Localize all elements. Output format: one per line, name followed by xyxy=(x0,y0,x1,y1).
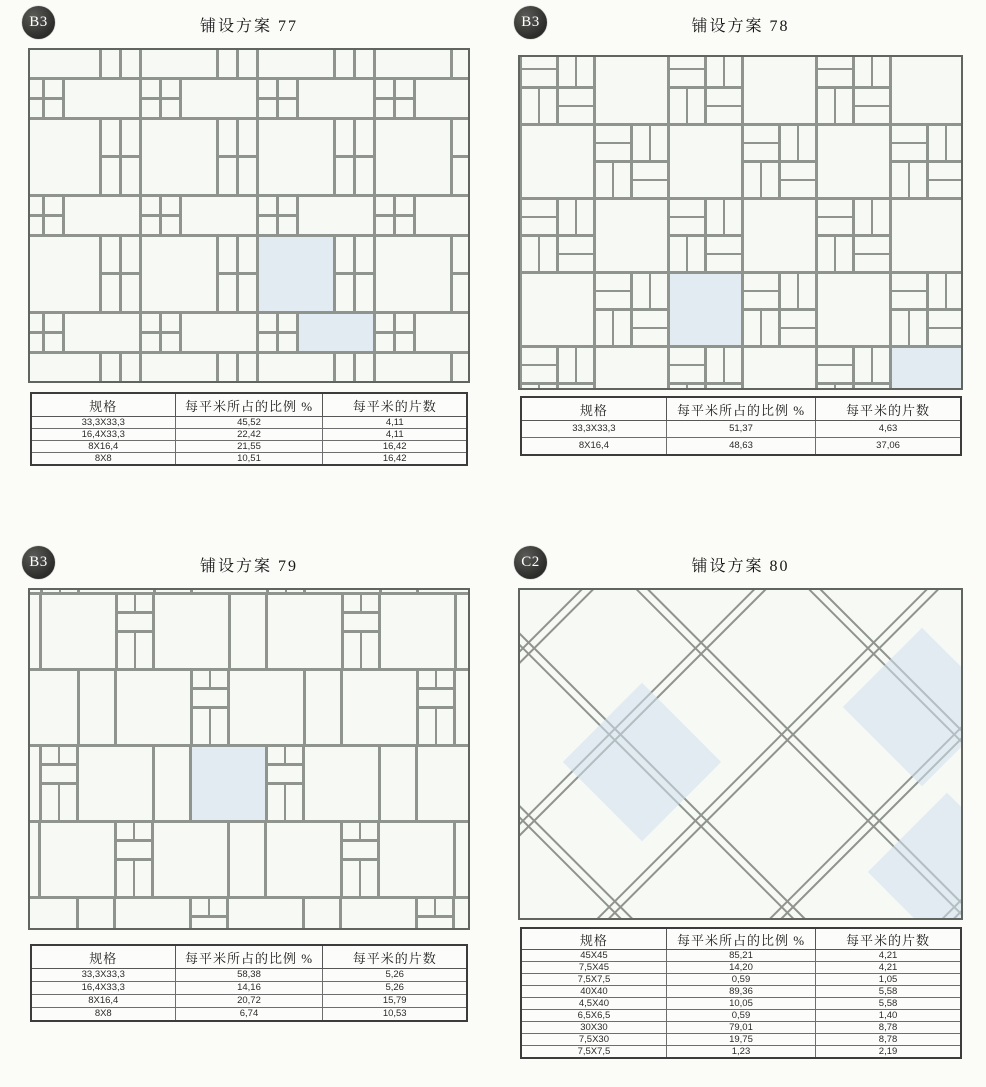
highlighted-tile xyxy=(192,747,265,820)
spec-row xyxy=(31,1008,467,1022)
spec-cell: 16,42 xyxy=(323,453,467,466)
tile-pattern-diagram-77 xyxy=(28,48,470,383)
spec-row xyxy=(31,417,467,429)
spec-cell: 40X40 xyxy=(521,986,666,998)
spec-row xyxy=(521,438,961,456)
spec-row xyxy=(521,1010,961,1022)
panel-scheme-78 xyxy=(490,0,986,540)
spec-cell: 6,74 xyxy=(175,1008,323,1022)
column-header: 每平米所占的比例 % xyxy=(666,928,815,950)
spec-cell: 51,37 xyxy=(666,421,815,438)
spec-row xyxy=(521,962,961,974)
spec-cell: 19,75 xyxy=(666,1034,815,1046)
spec-cell: 2,19 xyxy=(816,1046,961,1059)
spec-table-78 xyxy=(520,396,962,456)
spec-row xyxy=(521,1046,961,1059)
column-header: 规格 xyxy=(31,945,175,969)
spec-row xyxy=(521,986,961,998)
panel-scheme-79 xyxy=(0,540,493,1087)
column-header: 每平米的片数 xyxy=(816,397,961,421)
spec-row xyxy=(521,974,961,986)
tile-pattern-diagram-79 xyxy=(28,588,470,930)
highlighted-tile xyxy=(670,274,741,345)
header-row xyxy=(521,928,961,950)
spec-row xyxy=(31,441,467,453)
spec-cell: 7,5X45 xyxy=(521,962,666,974)
spec-cell: 4,21 xyxy=(816,962,961,974)
spec-row xyxy=(31,982,467,995)
category-badge: B3 xyxy=(22,546,55,579)
spec-cell: 33,3X33,3 xyxy=(31,417,175,429)
spec-cell: 14,16 xyxy=(175,982,323,995)
column-header: 每平米的片数 xyxy=(323,945,467,969)
spec-cell: 16,4X33,3 xyxy=(31,982,175,995)
spec-cell: 5,26 xyxy=(323,982,467,995)
spec-cell: 22,42 xyxy=(175,429,323,441)
spec-cell: 7,5X7,5 xyxy=(521,974,666,986)
spec-row xyxy=(31,995,467,1008)
spec-row xyxy=(31,429,467,441)
spec-cell: 8X16,4 xyxy=(31,441,175,453)
spec-row xyxy=(521,421,961,438)
spec-cell: 1,23 xyxy=(666,1046,815,1059)
spec-cell: 10,53 xyxy=(323,1008,467,1022)
spec-cell: 16,42 xyxy=(323,441,467,453)
panel-title: 铺设方案 77 xyxy=(199,18,298,35)
spec-cell: 79,01 xyxy=(666,1022,815,1034)
tile-pattern-svg xyxy=(30,590,468,928)
spec-cell: 48,63 xyxy=(666,438,815,456)
tile-pattern-svg xyxy=(520,57,961,388)
column-header: 规格 xyxy=(521,928,666,950)
spec-cell: 8,78 xyxy=(816,1034,961,1046)
spec-cell: 37,06 xyxy=(816,438,961,456)
spec-cell: 30X30 xyxy=(521,1022,666,1034)
spec-cell: 1,40 xyxy=(816,1010,961,1022)
spec-cell: 85,21 xyxy=(666,950,815,962)
spec-cell: 4,5X40 xyxy=(521,998,666,1010)
tile-pattern-diagram-78 xyxy=(518,55,963,390)
panel-title: 铺设方案 80 xyxy=(691,558,790,575)
spec-cell: 8X8 xyxy=(31,1008,175,1022)
category-badge: B3 xyxy=(22,6,55,39)
spec-cell: 16,4X33,3 xyxy=(31,429,175,441)
spec-cell: 5,58 xyxy=(816,998,961,1010)
column-header: 每平米的片数 xyxy=(816,928,961,950)
spec-cell: 45,52 xyxy=(175,417,323,429)
spec-table-79 xyxy=(30,944,468,1022)
highlighted-tile xyxy=(892,348,961,388)
header-row xyxy=(521,397,961,421)
spec-table-77 xyxy=(30,392,468,466)
category-badge: C2 xyxy=(514,546,547,579)
spec-cell: 10,51 xyxy=(175,453,323,466)
spec-cell: 21,55 xyxy=(175,441,323,453)
spec-cell: 14,20 xyxy=(666,962,815,974)
spec-cell: 4,21 xyxy=(816,950,961,962)
spec-cell: 10,05 xyxy=(666,998,815,1010)
spec-cell: 58,38 xyxy=(175,969,323,982)
spec-cell: 33,3X33,3 xyxy=(31,969,175,982)
spec-cell: 8X8 xyxy=(31,453,175,466)
spec-cell: 5,58 xyxy=(816,986,961,998)
spec-cell: 33,3X33,3 xyxy=(521,421,666,438)
spec-row xyxy=(31,969,467,982)
panel-title: 铺设方案 78 xyxy=(691,18,790,35)
spec-row xyxy=(521,1034,961,1046)
column-header: 规格 xyxy=(521,397,666,421)
column-header: 规格 xyxy=(31,393,175,417)
spec-cell: 5,26 xyxy=(323,969,467,982)
spec-cell: 8X16,4 xyxy=(31,995,175,1008)
column-header: 每平米所占的比例 % xyxy=(175,945,323,969)
spec-cell: 1,05 xyxy=(816,974,961,986)
spec-cell: 45X45 xyxy=(521,950,666,962)
spec-cell: 20,72 xyxy=(175,995,323,1008)
panel-scheme-80 xyxy=(490,540,986,1087)
spec-row xyxy=(521,1022,961,1034)
column-header: 每平米的片数 xyxy=(323,393,467,417)
tile-pattern-diagram-80 xyxy=(518,588,963,920)
header-row xyxy=(31,393,467,417)
spec-cell: 0,59 xyxy=(666,974,815,986)
column-header: 每平米所占的比例 % xyxy=(175,393,323,417)
spec-row xyxy=(31,453,467,466)
spec-cell: 0,59 xyxy=(666,1010,815,1022)
column-header: 每平米所占的比例 % xyxy=(666,397,815,421)
spec-cell: 4,11 xyxy=(323,429,467,441)
spec-cell: 8,78 xyxy=(816,1022,961,1034)
category-badge: B3 xyxy=(514,6,547,39)
tile-pattern-svg xyxy=(30,50,468,381)
spec-table-80 xyxy=(520,927,962,1059)
spec-cell: 7,5X7,5 xyxy=(521,1046,666,1059)
highlighted-tile xyxy=(299,314,373,351)
spec-cell: 15,79 xyxy=(323,995,467,1008)
spec-cell: 4,11 xyxy=(323,417,467,429)
panel-title: 铺设方案 79 xyxy=(199,558,298,575)
panel-scheme-77 xyxy=(0,0,493,540)
tile-pattern-svg xyxy=(520,590,961,918)
spec-row xyxy=(521,998,961,1010)
spec-row xyxy=(521,950,961,962)
spec-cell: 89,36 xyxy=(666,986,815,998)
header-row xyxy=(31,945,467,969)
spec-cell: 7,5X30 xyxy=(521,1034,666,1046)
spec-cell: 6,5X6,5 xyxy=(521,1010,666,1022)
spec-cell: 4,63 xyxy=(816,421,961,438)
highlighted-tile xyxy=(259,237,333,311)
spec-cell: 8X16,4 xyxy=(521,438,666,456)
